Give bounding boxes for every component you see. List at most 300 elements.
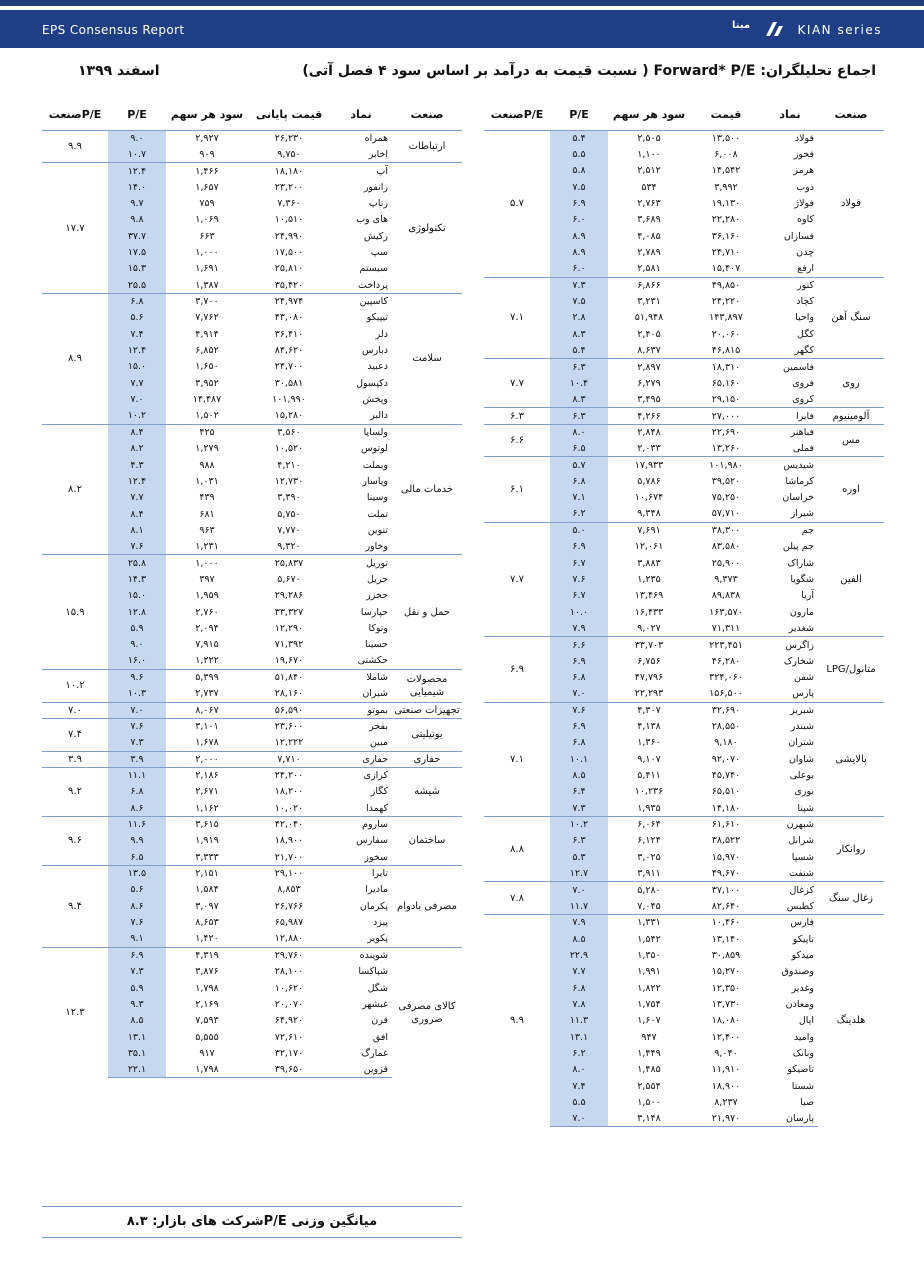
- pe-cell: ۱۲.۴: [108, 163, 166, 179]
- price-cell: ۱۵,۲۷۰: [711, 966, 741, 978]
- symbol-cell: بوعلی: [789, 770, 814, 782]
- pe-cell: ۷.۶: [108, 718, 166, 734]
- eps-cell: ۱,۷۹۸: [166, 1062, 248, 1078]
- eps-cell: ۲,۷۶۰: [195, 606, 219, 618]
- price-cell: ۱۳,۷۳۰: [711, 998, 741, 1010]
- pe-cell: ۵.۸: [550, 163, 608, 179]
- eps-cell: ۷۵۹: [199, 198, 215, 210]
- pe-cell: ۱۰.۲: [550, 816, 608, 832]
- price-cell: ۱۹,۱۳۰: [711, 198, 741, 210]
- price-cell: ۸۳,۵۸۰: [711, 541, 741, 553]
- symbol-cell: واحیا: [795, 312, 814, 324]
- symbol-cell: کگهر: [762, 342, 818, 358]
- eps-cell: ۹۴۷: [641, 1031, 657, 1043]
- price-cell: ۱۵,۹۷۰: [711, 851, 741, 863]
- pe-cell: ۸.۹: [550, 244, 608, 260]
- sector-pe-cell: ۷.۰: [42, 702, 108, 718]
- eps-cell: ۲,۱۶۹: [195, 998, 219, 1010]
- pe-cell: ۷.۶: [550, 571, 608, 587]
- symbol-cell: شگل: [367, 982, 388, 994]
- eps-cell: ۳,۱۴۸: [608, 1111, 690, 1127]
- price-cell: ۲۴,۲۲۰: [711, 296, 741, 308]
- eps-cell: ۶۶۳: [199, 230, 215, 242]
- symbol-cell: مادیرا: [365, 884, 388, 896]
- pe-cell: ۶.۳: [550, 833, 608, 849]
- eps-cell: ۲,۱۵۱: [166, 865, 248, 881]
- price-cell: ۶۵,۵۱۰: [711, 786, 741, 798]
- symbol-cell: رتاپ: [368, 198, 388, 210]
- pe-cell: ۴.۳: [108, 457, 166, 473]
- eps-cell: ۷,۰۴۵: [608, 898, 690, 914]
- price-cell: ۲۵,۸۳۷: [248, 555, 330, 571]
- eps-cell: ۸,۰۶۷: [166, 702, 248, 718]
- symbol-cell: فاسمین: [762, 359, 818, 375]
- sector-name-cell: روانکار: [818, 816, 884, 881]
- eps-cell: ۹۶۳: [199, 524, 215, 536]
- symbol-cell: شبهرن: [762, 816, 818, 832]
- table-row: [484, 277, 884, 293]
- symbol-cell: فولاد: [762, 130, 818, 146]
- symbol-cell: ولساپا: [330, 424, 392, 440]
- symbol-cell: کچاد: [796, 296, 814, 308]
- price-cell: ۱۲,۴۰۰: [711, 1031, 741, 1043]
- sector-name-cell: روی: [818, 359, 884, 408]
- price-cell: ۳۹,۵۲۰: [711, 475, 741, 487]
- price-cell: ۴۶,۸۱۵: [690, 342, 762, 358]
- eps-cell: ۱,۵۰۲: [166, 408, 248, 424]
- symbol-cell: شغدیر: [762, 620, 818, 636]
- col-header-price: قیمت: [690, 100, 762, 130]
- symbol-cell: شنفت: [762, 865, 818, 881]
- symbol-cell: شگویا: [790, 573, 814, 585]
- pe-cell: ۱۴.۰: [108, 179, 166, 195]
- pe-cell: ۶.۸: [550, 980, 608, 996]
- symbol-cell: شیراز: [762, 506, 818, 522]
- symbol-cell: وصندوق: [781, 966, 814, 978]
- pe-cell: ۶.۹: [108, 947, 166, 963]
- symbol-cell: پکویر: [330, 931, 392, 947]
- eps-cell: ۱,۰۰۰: [195, 247, 219, 259]
- eps-cell: ۳۹۷: [199, 573, 215, 585]
- eps-cell: ۴,۳۱۹: [166, 947, 248, 963]
- pe-cell: ۵.۰: [550, 522, 608, 538]
- price-cell: ۳,۹۹۲: [714, 181, 738, 193]
- sector-name-cell: متانول/LPG: [818, 637, 884, 702]
- symbol-cell: حفاری: [330, 751, 392, 767]
- table-row: [42, 293, 462, 309]
- pe-cell: ۱۵.۰: [108, 359, 166, 375]
- price-cell: ۴۳,۰۸۰: [274, 312, 304, 324]
- price-cell: ۱۰,۴۶۰: [690, 915, 762, 931]
- symbol-cell: دبارس: [362, 345, 388, 357]
- eps-cell: ۱,۴۲۰: [166, 931, 248, 947]
- pe-cell: ۹.۹: [108, 833, 166, 849]
- pe-cell: ۷.۷: [108, 490, 166, 506]
- symbol-cell: حخزر: [366, 590, 388, 602]
- sector-pe-cell: ۸.۹: [42, 293, 108, 424]
- pe-cell: ۷.۰: [108, 702, 166, 718]
- table-row: [484, 816, 884, 832]
- symbol-cell: کاوه: [797, 214, 814, 226]
- report-name: EPS Consensus Report: [42, 23, 185, 37]
- symbol-cell: افق: [372, 1031, 388, 1043]
- price-cell: ۳۰,۵۸۱: [274, 377, 304, 389]
- pe-cell: ۱۱.۷: [550, 898, 608, 914]
- price-cell: ۸,۲۳۷: [714, 1096, 738, 1108]
- pe-cell: ۶.۰: [550, 212, 608, 228]
- price-cell: ۱۰,۵۱۰: [274, 214, 304, 226]
- eps-cell: ۴۳۹: [199, 492, 215, 504]
- eps-cell: ۳,۰۹۷: [195, 900, 219, 912]
- price-cell: ۲۶,۲۳۰: [248, 130, 330, 146]
- symbol-cell: حکشتی: [330, 653, 392, 669]
- sector-pe-cell: ۷.۷: [484, 359, 550, 408]
- symbol-cell: وپاسار: [362, 475, 388, 487]
- eps-cell: ۳۳,۷۰۳: [608, 637, 690, 653]
- price-cell: ۱۵,۴۰۷: [690, 261, 762, 277]
- symbol-cell: چدن: [796, 247, 814, 259]
- col-header-eps: سود هر سهم: [608, 100, 690, 130]
- pe-cell: ۸.۵: [108, 1013, 166, 1029]
- sector-pe-cell: ۷.۴: [42, 718, 108, 751]
- price-cell: ۲۰,۰۶۰: [711, 328, 741, 340]
- pe-cell: ۱۲.۷: [550, 865, 608, 881]
- eps-cell: ۱,۵۰۰: [637, 1096, 661, 1108]
- eps-cell: ۲,۵۰۵: [608, 130, 690, 146]
- symbol-cell: هرمز: [793, 165, 814, 177]
- pe-cell: ۷.۶: [108, 539, 166, 555]
- pe-cell: ۵.۳: [550, 849, 608, 865]
- series-name: KIAN series: [797, 23, 882, 37]
- pe-cell: ۹.۰: [108, 637, 166, 653]
- price-cell: ۲۴,۹۷۴: [248, 293, 330, 309]
- sector-name-cell: پالایشی: [818, 702, 884, 816]
- eps-cell: ۲,۱۸۶: [166, 767, 248, 783]
- price-cell: ۳۹,۶۵۰: [248, 1062, 330, 1078]
- pe-cell: ۸.۳: [550, 392, 608, 408]
- symbol-cell: ساروم: [330, 816, 392, 832]
- pe-cell: ۱۲.۴: [108, 342, 166, 358]
- price-cell: ۵۷,۷۱۰: [690, 506, 762, 522]
- symbol-cell: مبین: [330, 735, 392, 751]
- col-header-pe: P/E: [108, 100, 166, 130]
- price-cell: ۳۸,۵۲۲: [711, 835, 741, 847]
- eps-cell: ۱,۰۰۰: [166, 555, 248, 571]
- pe-cell: ۶.۲: [550, 1045, 608, 1061]
- symbol-cell: شفن: [794, 672, 814, 684]
- sector-pe-cell: ۹.۹: [42, 130, 108, 163]
- eps-cell: ۵,۷۸۶: [637, 475, 661, 487]
- symbol-cell: شپنا: [762, 800, 818, 816]
- symbol-cell: فارس: [762, 915, 818, 931]
- pe-cell: ۱۴.۳: [108, 571, 166, 587]
- eps-cell: ۴,۱۳۸: [637, 721, 661, 733]
- symbol-cell: سپ: [370, 247, 388, 259]
- price-cell: ۳۶,۴۱۰: [274, 328, 304, 340]
- symbol-cell: کنور: [762, 277, 818, 293]
- pe-cell: ۵.۴: [550, 130, 608, 146]
- symbol-cell: شتران: [788, 737, 814, 749]
- eps-cell: ۱,۶۷۸: [166, 735, 248, 751]
- pe-cell: ۹.۷: [108, 195, 166, 211]
- table-row: [484, 130, 884, 146]
- price-cell: ۹,۳۷۳: [714, 573, 738, 585]
- pe-cell: ۷.۳: [550, 800, 608, 816]
- eps-cell: ۱,۲۷۹: [195, 443, 219, 455]
- symbol-cell: دعبید: [367, 361, 388, 373]
- symbol-cell: حسینا: [365, 639, 388, 651]
- symbol-cell: همراه: [330, 130, 392, 146]
- price-cell: ۲۹,۱۰۰: [248, 865, 330, 881]
- symbol-cell: جم پیلن: [782, 541, 814, 553]
- eps-cell: ۱,۴۸۵: [637, 1064, 661, 1076]
- pe-cell: ۵.۷: [550, 457, 608, 473]
- pe-cell: ۸.۹: [550, 228, 608, 244]
- symbol-cell: وسینا: [366, 492, 388, 504]
- eps-cell: ۱,۰۳۱: [195, 475, 219, 487]
- pe-cell: ۸.۴: [108, 424, 166, 440]
- sector-pe-cell: ۳.۹: [42, 751, 108, 767]
- pe-cell: ۲۲.۱: [108, 1062, 166, 1078]
- symbol-cell: تاصیکو: [787, 1064, 814, 1076]
- symbol-cell: اخابر: [330, 146, 392, 162]
- col-header-sector-pe: P/Eصنعت: [42, 100, 108, 130]
- symbol-cell: وامید: [793, 1031, 814, 1043]
- eps-cell: ۱,۴۴۹: [637, 1047, 661, 1059]
- pe-cell: ۷.۳: [108, 964, 166, 980]
- table-row: [42, 767, 462, 783]
- table-row: [42, 718, 462, 734]
- price-cell: ۱۲,۲۲۲: [248, 735, 330, 751]
- price-cell: ۱۰۱,۹۸۰: [690, 457, 762, 473]
- pe-cell: ۷.۱: [550, 490, 608, 506]
- price-cell: ۴۹,۶۷۰: [690, 865, 762, 881]
- sector-name-cell: ساختمان: [392, 816, 462, 865]
- symbol-cell: قرن: [371, 1015, 388, 1027]
- eps-cell: ۱,۳۵۰: [637, 949, 661, 961]
- price-cell: ۱۰,۵۲۰: [274, 443, 304, 455]
- eps-cell: ۱,۳۳۱: [608, 915, 690, 931]
- symbol-cell: پارسان: [762, 1111, 818, 1127]
- eps-cell: ۱,۶۰۷: [637, 1015, 661, 1027]
- symbol-cell: شستا: [791, 1080, 814, 1092]
- pe-cell: ۱۰.۲: [108, 408, 166, 424]
- pe-cell: ۶.۸: [108, 293, 166, 309]
- symbol-cell: فخوز: [793, 149, 814, 161]
- pe-cell: ۵.۶: [108, 310, 166, 326]
- eps-cell: ۸,۶۳۷: [608, 342, 690, 358]
- price-cell: ۱۸,۳۱۰: [690, 359, 762, 375]
- symbol-cell: شبندر: [790, 721, 814, 733]
- price-cell: ۸۹,۸۳۸: [711, 590, 741, 602]
- symbol-cell: غبشهر: [362, 998, 388, 1010]
- symbol-cell: نوری: [794, 786, 814, 798]
- price-cell: ۱۰,۶۲۰: [274, 982, 304, 994]
- pe-cell: ۸.۰: [550, 424, 608, 440]
- pe-cell: ۵.۵: [550, 146, 608, 162]
- pe-cell: ۹.۳: [108, 996, 166, 1012]
- eps-cell: ۱۰,۲۳۶: [634, 786, 664, 798]
- table-header-row: [484, 100, 884, 130]
- pe-cell: ۷.۰: [108, 392, 166, 408]
- symbol-cell: ذوب: [796, 181, 814, 193]
- eps-cell: ۱,۰۶۹: [195, 214, 219, 226]
- pe-cell: ۲۵.۸: [108, 555, 166, 571]
- eps-cell: ۴,۰۸۵: [637, 230, 661, 242]
- eps-cell: ۹,۰۲۷: [608, 620, 690, 636]
- pe-cell: ۶.۹: [550, 195, 608, 211]
- eps-cell: ۷,۵۹۳: [195, 1015, 219, 1027]
- sector-pe-cell: ۷.۸: [484, 882, 550, 915]
- symbol-cell: وتوکا: [368, 622, 388, 634]
- symbol-cell: دکپسول: [356, 377, 388, 389]
- eps-cell: ۱,۲۳۵: [637, 573, 661, 585]
- symbol-cell: فباهنر: [762, 424, 818, 440]
- price-cell: ۶,۰۰۸: [714, 149, 738, 161]
- symbol-cell: غمارگ: [361, 1047, 388, 1059]
- eps-cell: ۵۱,۹۴۸: [634, 312, 664, 324]
- price-cell: ۶۵,۹۸۷: [274, 917, 304, 929]
- eps-cell: ۳,۸۸۳: [637, 557, 661, 569]
- symbol-cell: بموتو: [330, 702, 392, 718]
- symbol-cell: کرماشا: [785, 475, 814, 487]
- pe-cell: ۱۳.۱: [108, 1029, 166, 1045]
- sector-pe-cell: ۶.۶: [484, 424, 550, 457]
- symbol-cell: جم: [762, 522, 818, 538]
- eps-cell: ۲,۰۳۳: [608, 441, 690, 457]
- pe-cell: ۸.۵: [550, 767, 608, 783]
- symbol-cell: تایرا: [330, 865, 392, 881]
- symbol-cell: شخارک: [783, 655, 814, 667]
- price-cell: ۷,۷۱۰: [248, 751, 330, 767]
- market-weighted-pe-footer: میانگین وزنی P/Eشرکت های بازار: ۸.۳: [42, 1206, 462, 1238]
- price-cell: ۲۷,۰۰۰: [690, 408, 762, 424]
- pe-cell: ۶.۵: [550, 441, 608, 457]
- sector-name-cell: اوره: [818, 457, 884, 522]
- price-cell: ۲۳,۲۰۰: [274, 181, 304, 193]
- table-row: [42, 130, 462, 146]
- table-row: [484, 408, 884, 424]
- pe-cell: ۶.۷: [550, 588, 608, 604]
- eps-cell: ۲,۰۹۴: [195, 622, 219, 634]
- pe-cell: ۶.۴: [550, 784, 608, 800]
- price-cell: ۶۱,۶۱۰: [690, 816, 762, 832]
- eps-cell: ۶,۸۵۲: [195, 345, 219, 357]
- col-header-symbol: نماد: [330, 100, 392, 130]
- eps-cell: ۲,۹۲۷: [166, 130, 248, 146]
- symbol-cell: پیزد: [373, 917, 388, 929]
- symbol-cell: حپارسا: [360, 606, 388, 618]
- price-cell: ۱۳,۲۶۰: [690, 441, 762, 457]
- eps-cell: ۹۱۷: [199, 1047, 215, 1059]
- symbol-cell: سیستم: [359, 263, 388, 275]
- pe-cell: ۱۰.۳: [108, 686, 166, 702]
- sector-pe-cell: ۹.۹: [484, 915, 550, 1127]
- eps-cell: ۴۲۵: [166, 424, 248, 440]
- price-cell: ۲۱,۷۰۰: [248, 849, 330, 865]
- price-cell: ۱۹,۶۷۰: [248, 653, 330, 669]
- table-row: [484, 915, 884, 931]
- price-cell: ۳۲,۶۹۰: [690, 702, 762, 718]
- price-cell: ۲۰,۰۷۰: [274, 998, 304, 1010]
- eps-cell: ۹,۱۰۷: [637, 753, 661, 765]
- table-row: [484, 522, 884, 538]
- eps-cell: ۵,۵۵۵: [195, 1031, 219, 1043]
- right-pe-table: [484, 100, 884, 1127]
- table-row: [42, 751, 462, 767]
- pe-cell: ۶.۹: [550, 718, 608, 734]
- price-cell: ۱۲,۳۵۰: [711, 982, 741, 994]
- eps-cell: ۳,۳۳۳: [166, 849, 248, 865]
- price-cell: ۳۲,۱۷۰: [274, 1047, 304, 1059]
- eps-cell: ۳,۱۰۱: [166, 718, 248, 734]
- price-cell: ۲۴,۷۰۰: [274, 361, 304, 373]
- pe-cell: ۱۷.۵: [108, 244, 166, 260]
- symbol-cell: دالبر: [330, 408, 392, 424]
- price-cell: ۶۵,۱۶۰: [711, 377, 741, 389]
- report-date: اسفند ۱۳۹۹: [78, 63, 160, 79]
- eps-cell: ۱,۷۹۸: [195, 982, 219, 994]
- price-cell: ۷۲,۶۱۰: [274, 1031, 304, 1043]
- col-header-sector-pe: P/Eصنعت: [484, 100, 550, 130]
- price-cell: ۲۳,۶۰۰: [248, 718, 330, 734]
- eps-cell: ۷,۹۱۵: [195, 639, 219, 651]
- table-row: [42, 424, 462, 440]
- symbol-cell: فایرا: [762, 408, 818, 424]
- price-cell: ۲۸,۱۶۰: [248, 686, 330, 702]
- pe-cell: ۶.۳: [550, 408, 608, 424]
- price-cell: ۷۱,۳۹۲: [274, 639, 304, 651]
- eps-cell: ۲۲,۲۹۳: [608, 686, 690, 702]
- sector-pe-cell: ۹.۶: [42, 816, 108, 865]
- eps-cell: ۳,۹۱۱: [608, 865, 690, 881]
- symbol-cell: مارون: [789, 606, 814, 618]
- pe-cell: ۱۵.۰: [108, 588, 166, 604]
- col-header-eps: سود هر سهم: [166, 100, 248, 130]
- eps-cell: ۱,۲۳۱: [166, 539, 248, 555]
- sector-pe-cell: ۱۷.۷: [42, 163, 108, 294]
- eps-cell: ۴,۳۰۷: [608, 702, 690, 718]
- eps-cell: ۶,۸۶۶: [608, 277, 690, 293]
- sector-name-cell: محصولات شیمیایی: [392, 669, 462, 702]
- price-cell: ۱۸,۹۰۰: [274, 835, 304, 847]
- symbol-cell: بفجر: [330, 718, 392, 734]
- pe-cell: ۸.۶: [108, 898, 166, 914]
- eps-cell: ۱,۵۴۲: [637, 933, 661, 945]
- price-cell: ۹,۰۴۰: [714, 1047, 738, 1059]
- pe-cell: ۶.۲: [550, 506, 608, 522]
- symbol-cell: کزغال: [762, 882, 818, 898]
- symbol-cell: شیران: [330, 686, 392, 702]
- pe-cell: ۸.۲: [108, 441, 166, 457]
- col-header-sector: صنعت: [818, 100, 884, 130]
- pe-cell: ۷.۷: [108, 375, 166, 391]
- pe-cell: ۱۲.۴: [108, 473, 166, 489]
- price-cell: ۹,۷۵۰: [248, 146, 330, 162]
- eps-cell: ۷,۶۹۱: [608, 522, 690, 538]
- symbol-cell: میدکو: [791, 949, 814, 961]
- pe-cell: ۹.۸: [108, 212, 166, 228]
- price-cell: ۱۲,۷۳۰: [274, 475, 304, 487]
- eps-cell: ۳,۶۸۹: [637, 214, 661, 226]
- price-cell: ۱۰,۰۲۰: [248, 800, 330, 816]
- symbol-cell: ارفع: [762, 261, 818, 277]
- symbol-cell: صبا: [800, 1096, 814, 1108]
- table-row: [42, 865, 462, 881]
- symbol-cell: شبریز: [762, 702, 818, 718]
- sector-pe-cell: ۱۰.۲: [42, 669, 108, 702]
- eps-cell: ۶,۲۷۹: [637, 377, 661, 389]
